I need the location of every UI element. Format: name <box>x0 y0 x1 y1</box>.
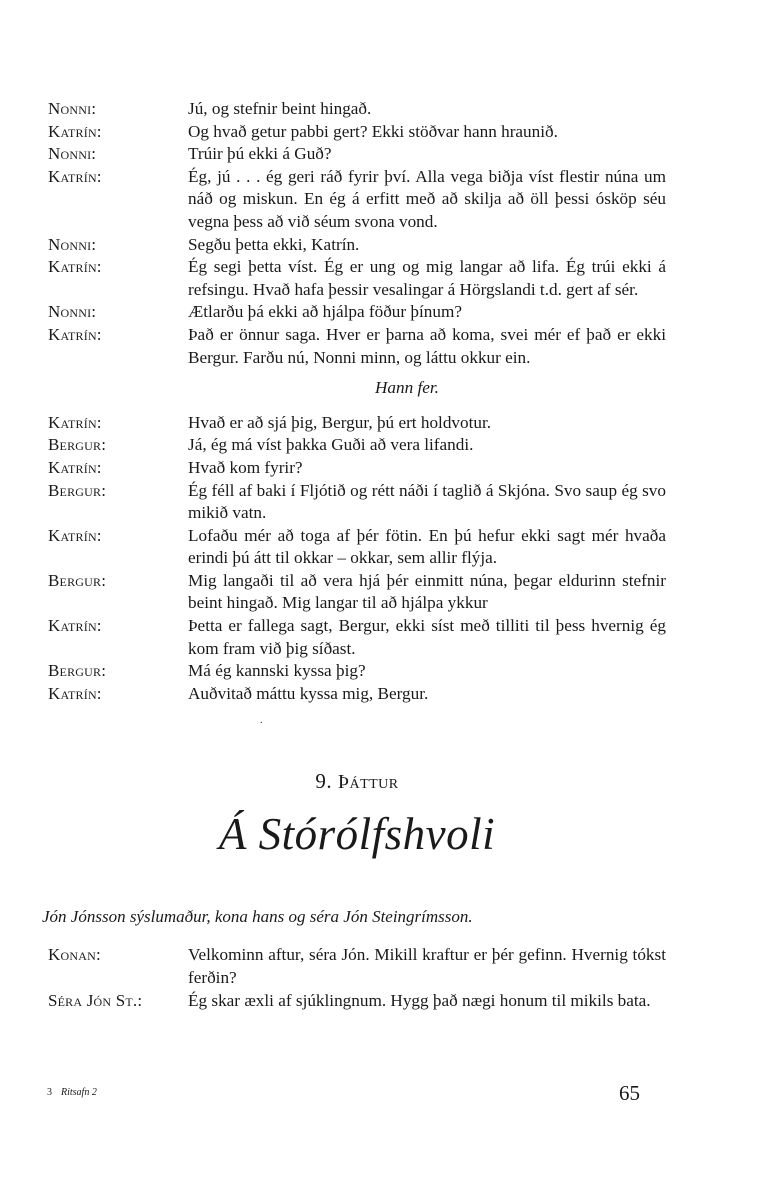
speech-text: Má ég kannski kyssa þig? <box>188 661 366 681</box>
speech-text: Ætlarðu þá ekki að hjálpa föður þínum? <box>188 302 462 322</box>
speech-text: Ég, jú . . . ég geri ráð fyrir því. Alla vega biðja víst flestir núna um náð og miskun. En ég á erfitt með að skilja að öll þessi ósköp séu vegna þess að við séum svona vond. <box>188 166 666 231</box>
dialogue-line <box>48 990 666 1013</box>
dialogue-line <box>48 434 666 457</box>
dialogue-line <box>48 412 666 435</box>
speech-text: Trúir þú ekki á Guð? <box>188 144 332 164</box>
cast-list: Jón Jónsson sýslumaður, kona hans og séra Jón Steingrímsson. <box>42 907 473 927</box>
dialogue-line <box>48 234 666 257</box>
speaker-name: Bergur: <box>48 480 107 500</box>
speaker-name: Katrín: <box>48 412 102 432</box>
speaker-name: Nonni: <box>48 144 97 164</box>
speaker-name: Katrín: <box>48 525 102 545</box>
act-number: 9. <box>315 769 333 794</box>
dialogue-line <box>48 683 666 706</box>
speaker-name: Bergur: <box>48 661 107 681</box>
dialogue-line <box>48 143 666 166</box>
dialogue-line <box>48 525 666 570</box>
stage-direction: Hann fer. <box>375 378 439 398</box>
speaker-name: Bergur: <box>48 435 107 455</box>
speaker-name: Katrín: <box>48 166 102 186</box>
dialogue-line <box>48 480 666 525</box>
speaker-name: Katrín: <box>48 683 102 703</box>
dialogue-line <box>48 324 666 369</box>
speech-text: Það er önnur saga. Hver er þarna að koma, svei mér ef það er ekki Bergur. Farðu nú, Nonni minn, og láttu okkur ein. <box>188 324 666 367</box>
speaker-name: Katrín: <box>48 257 102 277</box>
dialogue-line <box>48 457 666 480</box>
dialogue-line <box>48 98 666 121</box>
speech-text: Þetta er fallega sagt, Bergur, ekki síst með tilliti til þess hvernig ég kom fram við þig síðast. <box>188 616 666 658</box>
dialogue-block-top <box>48 98 666 369</box>
speech-text: Já, ég má víst þakka Guði að vera lifandi. <box>188 435 474 455</box>
speech-text: Auðvitað máttu kyssa mig, Bergur. <box>188 683 429 703</box>
speaker-name: Nonni: <box>48 302 97 322</box>
dialogue-line <box>48 121 666 144</box>
dialogue-line <box>48 660 666 683</box>
speaker-name: Katrín: <box>48 457 102 477</box>
speech-text: Ég féll af baki í Fljótið og rétt náði í taglið á Skjóna. Svo saup ég svo mikið vatn. <box>188 480 666 523</box>
signature-number: 3 <box>47 1087 52 1098</box>
speech-text: Ég segi þetta víst. Ég er ung og mig langar að lifa. Ég trúi ekki á refsingu. Hvað hafa þessir vesalingar á Hörgslandi t.d. gert af sér. <box>188 257 666 299</box>
dialogue-line <box>48 256 666 301</box>
speech-text: Hvað kom fyrir? <box>188 457 303 477</box>
speech-text: Mig langaði til að vera hjá þér einmitt núna, þegar eldurinn stefnir beint hingað. Mig langar til að hjálpa ykkur <box>188 570 666 613</box>
speaker-name: Katrín: <box>48 324 102 344</box>
speaker-name: Bergur: <box>48 570 107 590</box>
dialogue-line <box>48 570 666 615</box>
speaker-name: Séra Jón St.: <box>48 990 143 1010</box>
speech-text: Og hvað getur pabbi gert? Ekki stöðvar hann hraunið. <box>188 121 558 141</box>
speaker-name: Katrín: <box>48 121 102 141</box>
stray-mark <box>48 705 666 749</box>
act-heading <box>48 769 666 794</box>
book-page <box>42 98 666 1012</box>
dialogue-line <box>48 301 666 324</box>
signature-title: Ritsafn 2 <box>61 1087 97 1098</box>
speaker-name: Nonni: <box>48 99 97 118</box>
printer-signature <box>47 1087 97 1098</box>
speech-text: Jú, og stefnir beint hingað. <box>188 99 372 118</box>
dialogue-line <box>48 615 666 660</box>
speech-text: Lofaðu mér að toga af þér fötin. En þú hefur ekki sagt mér hvaða erindi þú átt til okkar – okkar, sem allir flýja. <box>188 525 666 568</box>
act-label: Þáttur <box>337 771 399 794</box>
speaker-name: Nonni: <box>48 234 97 254</box>
dialogue-line <box>48 166 666 234</box>
speech-text: Hvað er að sjá þig, Bergur, þú ert holdvotur. <box>188 412 492 432</box>
speaker-name: Konan: <box>48 945 101 965</box>
page-number: 65 <box>619 1081 640 1105</box>
speech-text: Velkominn aftur, séra Jón. Mikill kraftur er þér gefinn. Hvernig tókst ferðin? <box>188 945 666 988</box>
speaker-name: Katrín: <box>48 616 102 636</box>
stray-dot: . <box>260 715 263 727</box>
act-title: Á Stórólfshvoli <box>218 809 496 860</box>
speech-text: Ég skar æxli af sjúklingnum. Hygg það nægi honum til mikils bata. <box>188 990 651 1010</box>
dialogue-block-bottom <box>48 944 666 1012</box>
dialogue-block-middle <box>48 412 666 706</box>
dialogue-line <box>48 944 666 989</box>
speech-text: Segðu þetta ekki, Katrín. <box>188 234 360 254</box>
